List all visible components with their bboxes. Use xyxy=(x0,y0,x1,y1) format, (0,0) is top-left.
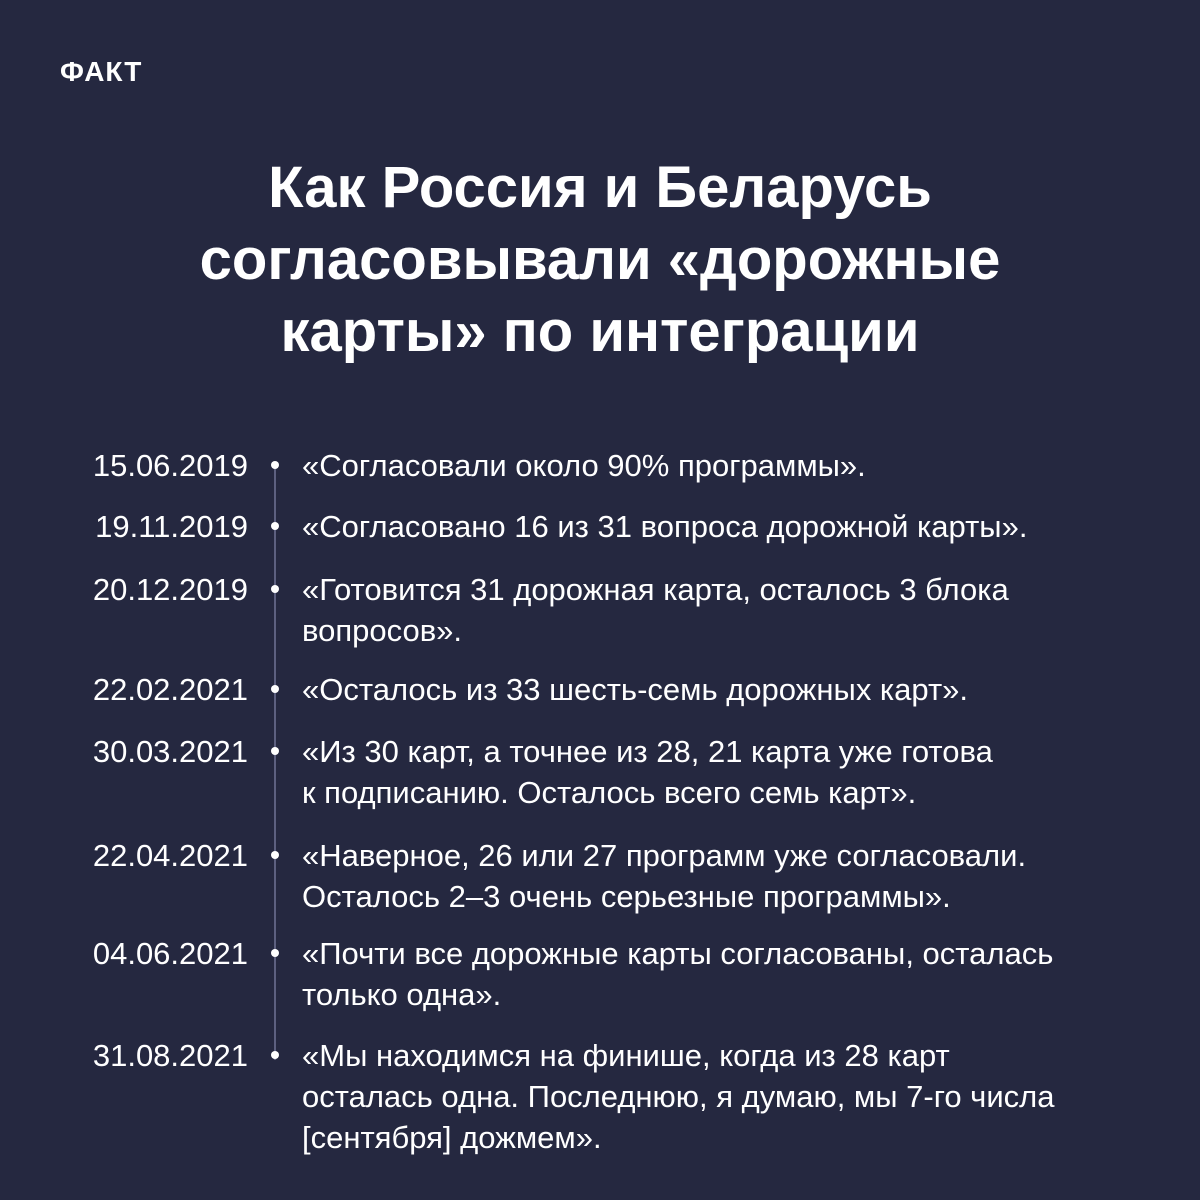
quote-line: «Согласовано 16 из 31 вопроса дорожной карты». xyxy=(302,509,1028,544)
timeline-dot xyxy=(271,949,279,957)
timeline-dot xyxy=(271,585,279,593)
timeline-quote xyxy=(302,933,1053,1015)
quote-line: «Наверное, 26 или 27 программ уже согласовали. xyxy=(302,838,1027,873)
timeline-dot xyxy=(271,747,279,755)
timeline-date: 30.03.2021 xyxy=(92,734,248,769)
brand-label: ФАКТ xyxy=(60,56,143,87)
timeline-date: 22.02.2021 xyxy=(92,672,248,707)
quote-line: осталась одна. Последнюю, я думаю, мы 7-го числа xyxy=(302,1079,1055,1114)
timeline-quote xyxy=(302,669,968,710)
title-line: согласовывали «дорожные xyxy=(199,227,1001,292)
timeline-quote xyxy=(302,506,1027,547)
quote-line: к подписанию. Осталось всего семь карт». xyxy=(302,775,917,810)
timeline-date: 22.04.2021 xyxy=(92,838,248,873)
timeline-date: 19.11.2019 xyxy=(95,509,248,544)
timeline-quote xyxy=(302,569,1009,651)
timeline-quote xyxy=(302,1035,1054,1158)
timeline-dot xyxy=(271,522,279,530)
timeline-dot xyxy=(271,851,279,859)
title-line: карты» по интеграции xyxy=(280,299,920,364)
quote-line: «Готовится 31 дорожная карта, осталось 3 блока xyxy=(302,572,1009,607)
quote-line: «Осталось из 33 шесть-семь дорожных карт». xyxy=(302,672,969,707)
timeline-date: 15.06.2019 xyxy=(92,448,248,483)
title-line: Как Россия и Беларусь xyxy=(268,155,932,220)
quote-line: только одна». xyxy=(302,977,502,1012)
quote-line: «Почти все дорожные карты согласованы, осталась xyxy=(302,936,1054,971)
quote-line: вопросов». xyxy=(302,613,463,648)
timeline-date: 20.12.2019 xyxy=(92,572,248,607)
timeline-date: 31.08.2021 xyxy=(92,1038,248,1073)
quote-line: «Мы находимся на финише, когда из 28 карт xyxy=(302,1038,950,1073)
timeline-line xyxy=(274,462,276,1060)
timeline-dot xyxy=(271,685,279,693)
timeline-quote xyxy=(302,835,1026,917)
timeline-quote xyxy=(302,445,866,486)
quote-line: [сентября] дожмем». xyxy=(302,1120,602,1155)
timeline-date: 04.06.2021 xyxy=(92,936,248,971)
page-title xyxy=(60,152,1140,368)
timeline-quote xyxy=(302,731,993,813)
quote-line: «Из 30 карт, а точнее из 28, 21 карта уже готова xyxy=(302,734,993,769)
timeline-dot xyxy=(271,461,279,469)
quote-line: Осталось 2–3 очень серьезные программы». xyxy=(302,879,951,914)
quote-line: «Согласовали около 90% программы». xyxy=(302,448,866,483)
timeline-dot xyxy=(271,1051,279,1059)
